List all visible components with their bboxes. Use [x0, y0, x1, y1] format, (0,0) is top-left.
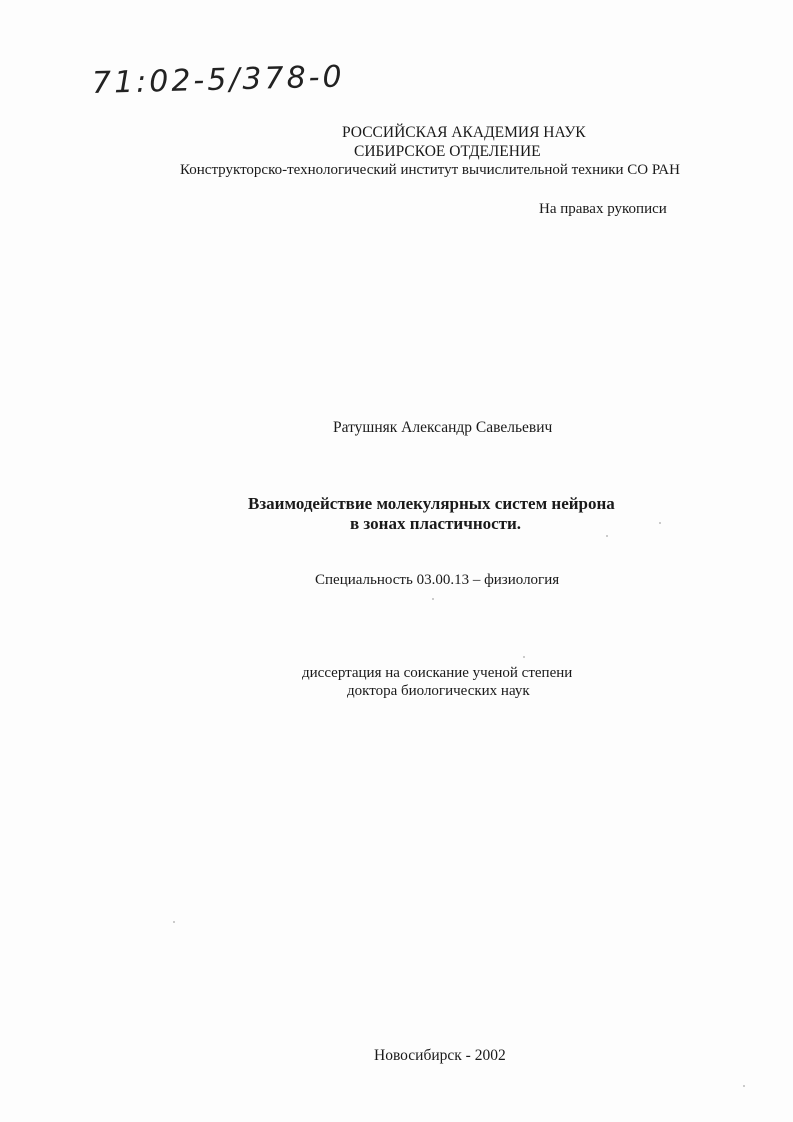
- scan-speck: [523, 656, 525, 658]
- degree-line-1: диссертация на соискание ученой степени: [302, 665, 573, 681]
- scan-speck: [606, 535, 608, 537]
- specialty-line: Специальность 03.00.13 – физиология: [315, 572, 560, 588]
- degree-line-2: доктора биологических наук: [347, 683, 530, 699]
- scan-speck: [173, 921, 175, 923]
- scan-speck: [432, 598, 434, 600]
- dissertation-title-line-1: Взаимодействие молекулярных систем нейрона: [248, 494, 615, 513]
- dissertation-title-line-2: в зонах пластичности.: [350, 514, 522, 533]
- handwritten-catalog-code: 71:02-5/378-0: [91, 59, 346, 101]
- institute-name: Конструкторско-технологический институт вычислительной техники СО РАН: [180, 162, 680, 178]
- organization-name: РОССИЙСКАЯ АКАДЕМИЯ НАУК: [342, 124, 586, 141]
- scan-speck: [659, 522, 661, 524]
- scan-speck: [743, 1085, 745, 1087]
- rights-note: На правах рукописи: [539, 201, 667, 217]
- city-year: Новосибирск - 2002: [374, 1047, 506, 1064]
- author-name: Ратушняк Александр Савельевич: [333, 419, 553, 436]
- division-name: СИБИРСКОЕ ОТДЕЛЕНИЕ: [354, 143, 541, 160]
